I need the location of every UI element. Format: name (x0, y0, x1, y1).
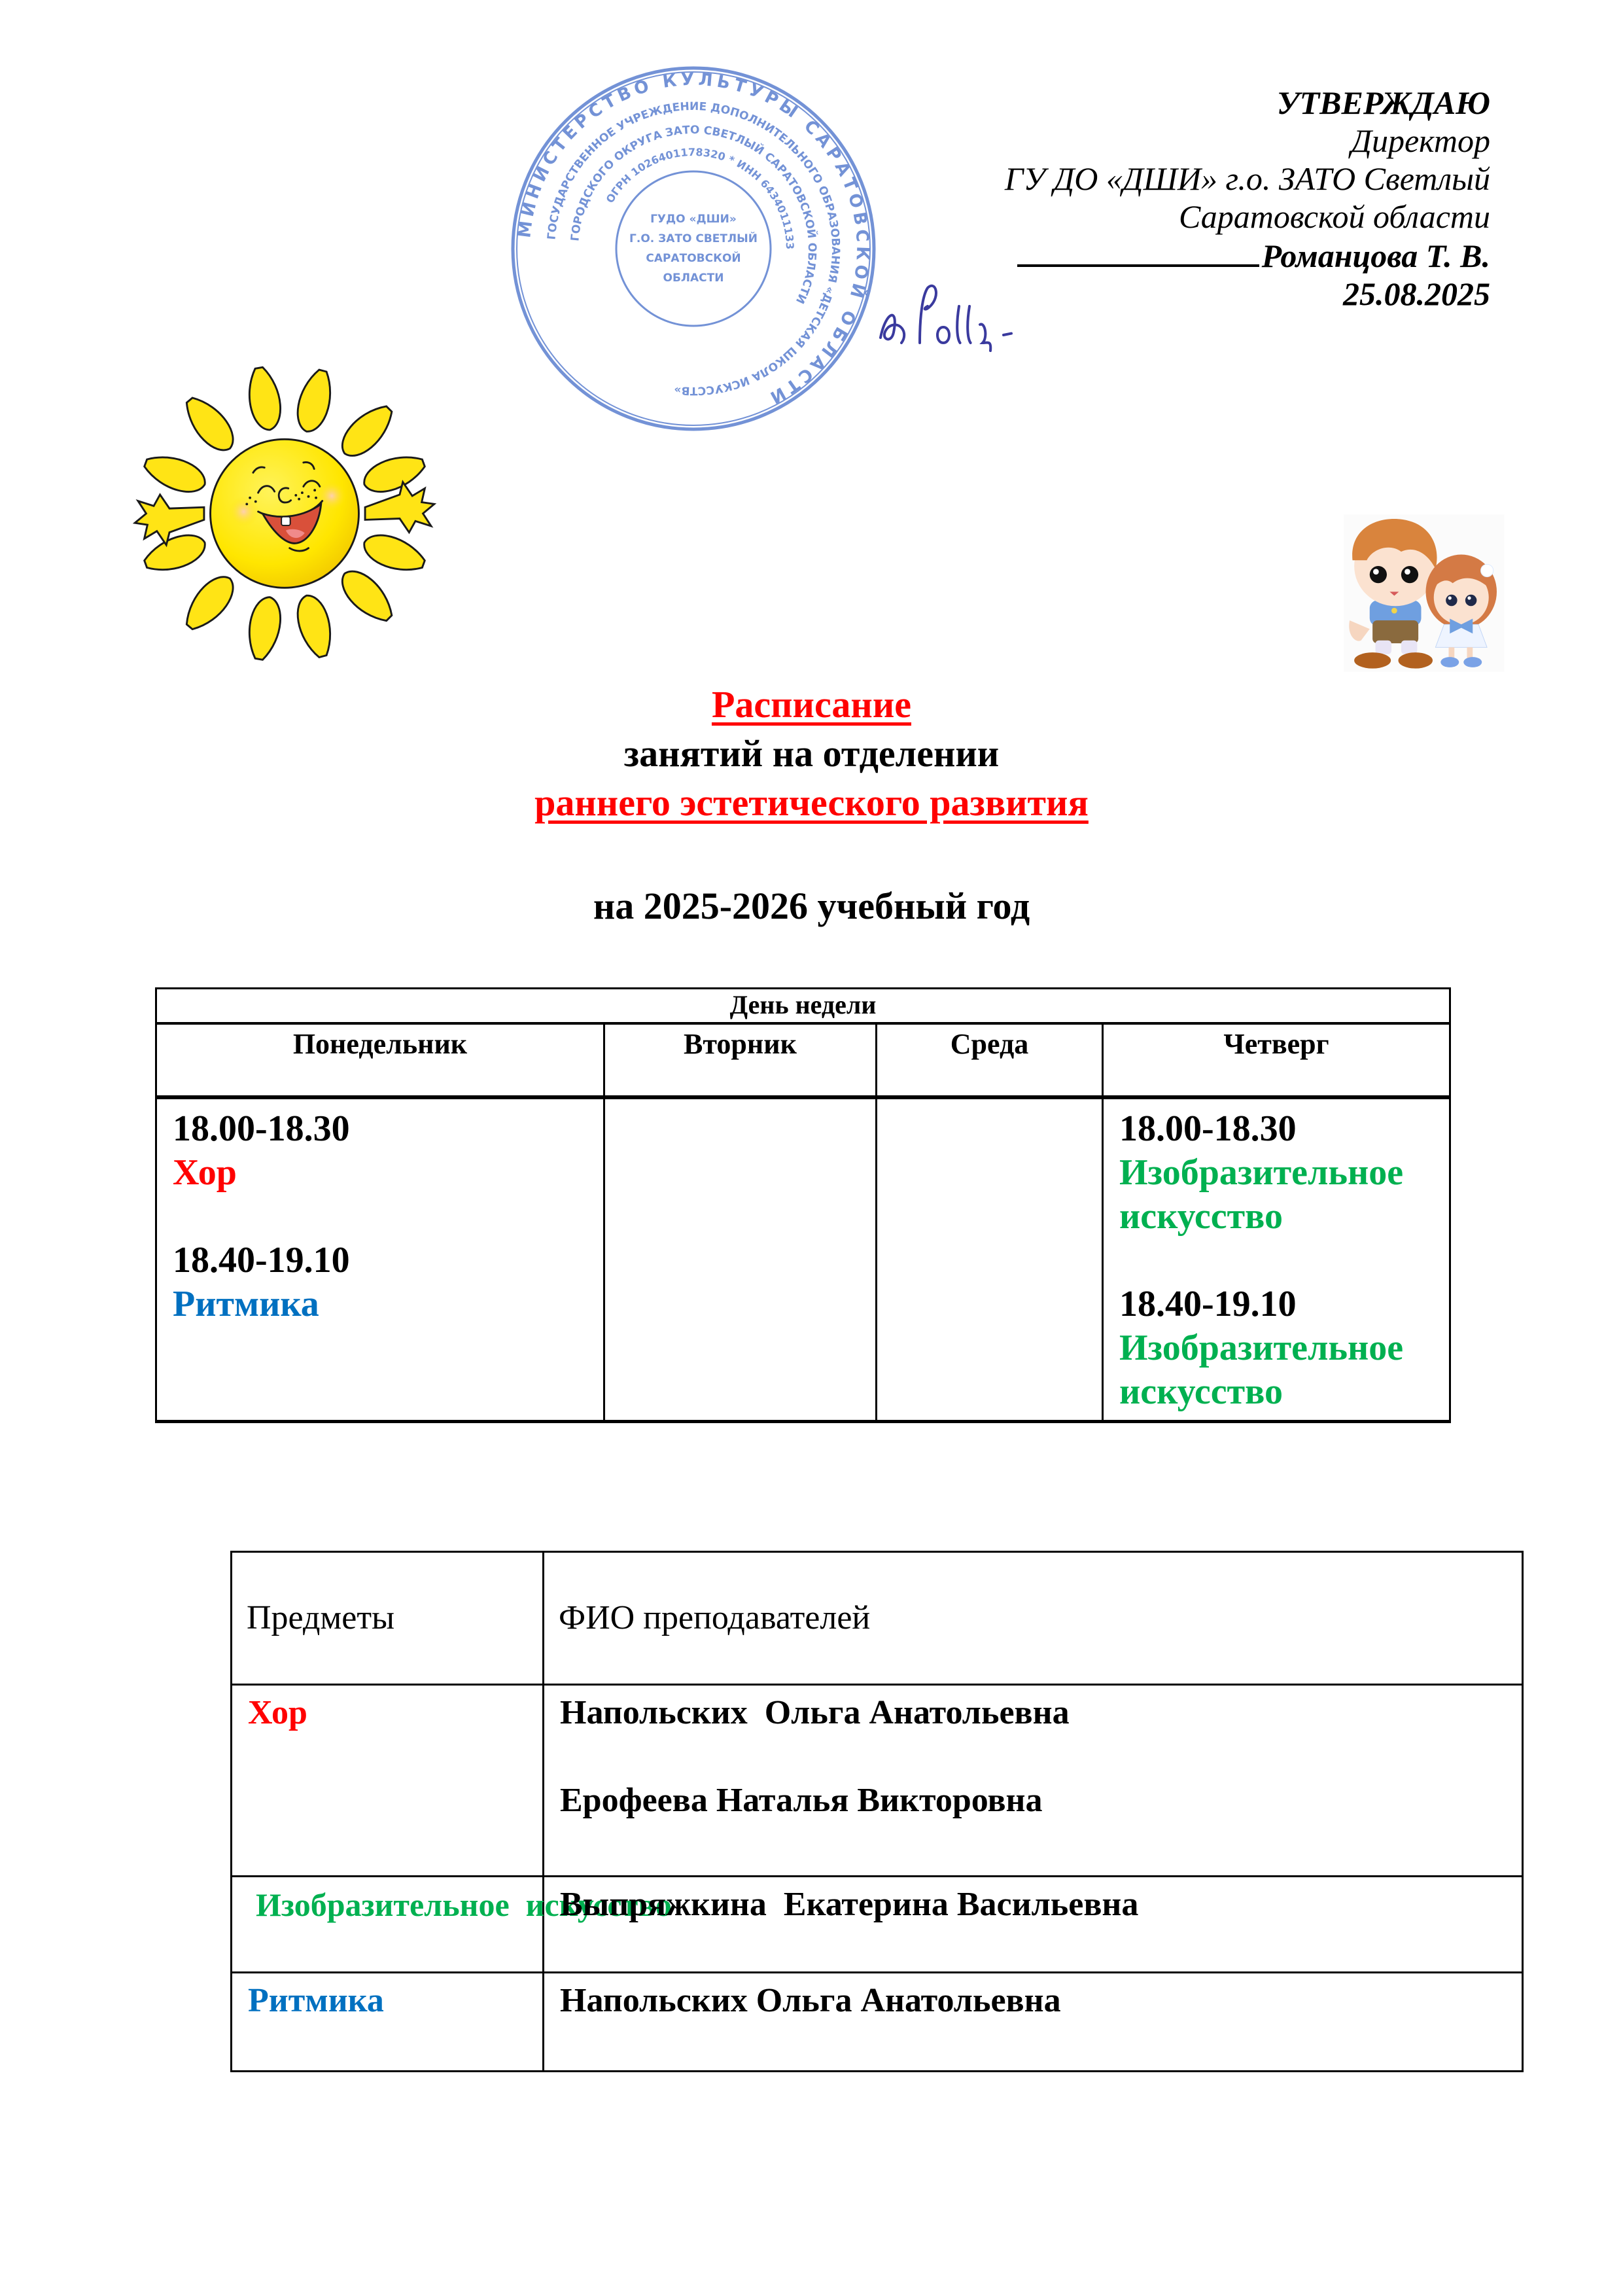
lesson-subject: Ритмика (173, 1284, 319, 1324)
day-header-tuesday: Вторник (604, 1023, 877, 1097)
stamp-middle-text: ГОСУДАРСТВЕННОЕ УЧРЕЖДЕНИЕ ДОПОЛНИТЕЛЬНОГО ОБРАЗОВАНИЯ «ДЕТСКАЯ ШКОЛА ИСКУССТВ» (545, 99, 843, 398)
smiling-sun-illustration (121, 347, 448, 674)
tuesday-cell (604, 1097, 877, 1422)
lesson-subject: Хор (173, 1152, 237, 1193)
thursday-cell (1103, 1097, 1450, 1422)
sun-ray (244, 365, 284, 433)
table-row (232, 1685, 1523, 1877)
sun-ray (292, 367, 338, 436)
table-row (232, 1973, 1523, 2072)
stamp-inner-text: ГОРОДСКОГО ОКРУГА ЗАТО СВЕТЛЫЙ САРАТОВСКОЙ ОБЛАСТИ (568, 123, 819, 306)
stamp-center-line: САРАТОВСКОЙ (646, 252, 741, 265)
sun-ray (292, 592, 338, 660)
sun-ray (178, 569, 241, 637)
lesson-subject: Изобразительное (1119, 1152, 1404, 1193)
day-header-monday: Понедельник (156, 1023, 604, 1097)
lesson-time: 18.00-18.30 (173, 1108, 350, 1149)
approval-signer: Романцова Т. В. (1261, 238, 1490, 274)
wednesday-cell (877, 1097, 1103, 1422)
teacher-name: Напольских Ольга Анатольевна (560, 1982, 1061, 2019)
subjects-column-header: Предметы (232, 1552, 544, 1685)
teacher-name: Ерофеева Наталья Викторовна (560, 1782, 1043, 1819)
sun-ray (334, 563, 400, 629)
lesson-time: 18.00-18.30 (1119, 1108, 1297, 1149)
lesson-subject: Изобразительное (1119, 1328, 1404, 1368)
approval-position: Директор (1351, 122, 1490, 159)
title-academic-year: на 2025-2026 учебный год (593, 885, 1030, 927)
signature-scribble (870, 275, 1027, 353)
title-main: Расписание (711, 683, 912, 726)
title-department: раннего эстетического развития (534, 781, 1089, 824)
approval-date: 25.08.2025 (1343, 275, 1490, 312)
sun-ray (178, 391, 241, 458)
schedule-table (155, 987, 1451, 1423)
title-subtitle: занятий на отделении (623, 732, 1000, 775)
sun-ray (334, 398, 400, 464)
sun-ray (244, 595, 284, 662)
teachers-table (230, 1551, 1524, 2072)
teachers-column-header: ФИО преподавателей (544, 1552, 1523, 1685)
monday-cell (156, 1097, 604, 1422)
sun-ray (359, 529, 428, 578)
day-header-wednesday: Среда (877, 1023, 1103, 1097)
lesson-subject-cont: искусство (1119, 1371, 1283, 1412)
lesson-time: 18.40-19.10 (1119, 1284, 1297, 1324)
day-header-thursday: Четверг (1103, 1023, 1450, 1097)
official-stamp (510, 65, 877, 432)
approval-block (1005, 84, 1490, 313)
teacher-name: Напольских Ольга Анатольевна (560, 1694, 1070, 1731)
subject-name: Хор (232, 1685, 544, 1877)
subject-name: Ритмика (232, 1973, 544, 2072)
teacher-name: Выпряжкина Екатерина Васильевна (560, 1886, 1139, 1923)
stamp-outer-text: МИНИСТЕРСТВО КУЛЬТУРЫ САРАТОВСКОЙ ОБЛАСТИ (515, 69, 873, 409)
subject-name: Изобразительное искусство (232, 1877, 544, 1973)
stamp-center-line: Г.О. ЗАТО СВЕТЛЫЙ (629, 232, 758, 245)
stamp-center-line: ГУДО «ДШИ» (650, 213, 737, 226)
approval-organization: ГУ ДО «ДШИ» г.о. ЗАТО Светлый (1004, 160, 1490, 197)
lesson-time: 18.40-19.10 (173, 1240, 350, 1280)
sun-ray (141, 529, 210, 578)
sun-ray (359, 449, 428, 499)
stamp-center-line: ОБЛАСТИ (663, 272, 724, 285)
approval-region: Саратовской области (1179, 198, 1490, 235)
stamp-ids-text: ОГРН 1026401178320 * ИНН 6434011133 (603, 145, 797, 250)
boy-and-girl-illustration (1315, 497, 1505, 680)
signature-line (1017, 236, 1259, 267)
lesson-subject-cont: искусство (1119, 1196, 1283, 1237)
day-of-week-header: День недели (156, 989, 1450, 1024)
sun-ray (141, 449, 210, 499)
approval-heading: УТВЕРЖДАЮ (1276, 84, 1490, 121)
table-row (232, 1877, 1523, 1973)
